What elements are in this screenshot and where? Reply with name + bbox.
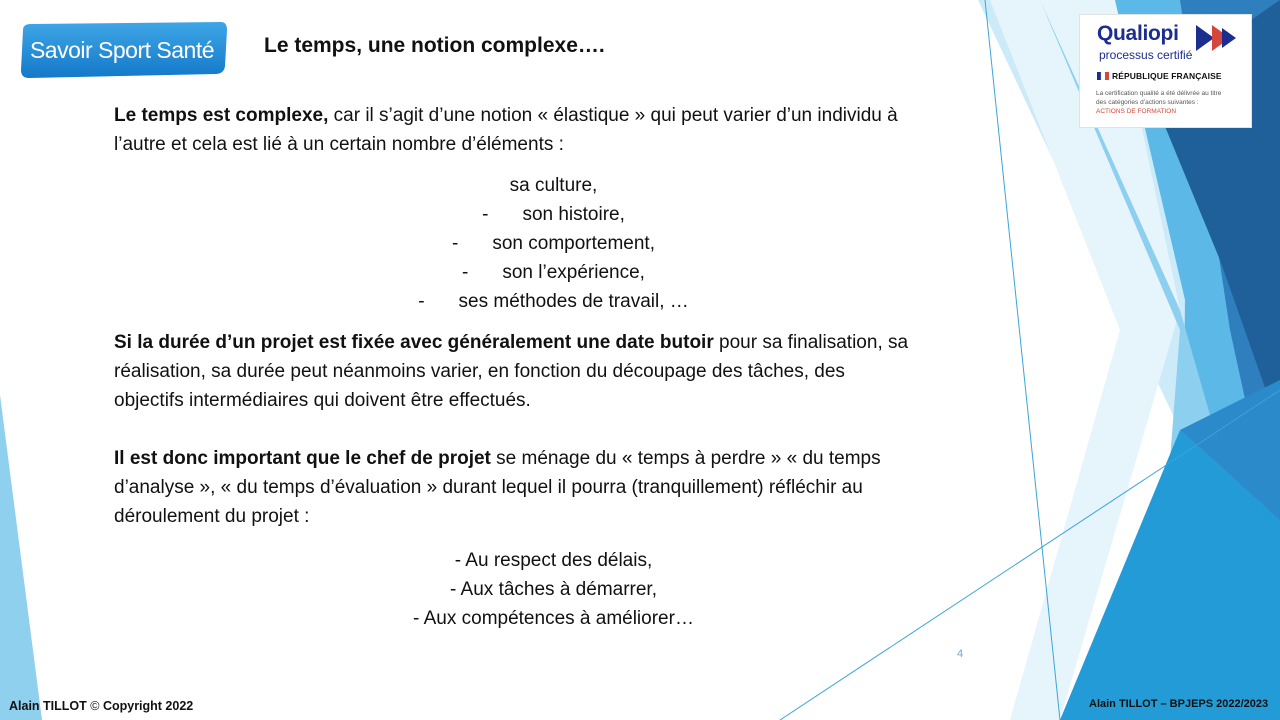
qualiopi-cert-line-3: ACTIONS DE FORMATION — [1096, 108, 1177, 115]
footer-author: Alain — [9, 699, 40, 713]
page-number: 4 — [957, 648, 964, 660]
points-list — [93, 546, 1014, 633]
qualiopi-subtitle: processus certifié — [1099, 48, 1193, 62]
qualiopi-cert-line-1: La certification qualité a été délivrée au titre — [1096, 90, 1222, 97]
left-triangle-decoration — [0, 395, 42, 720]
list-item: - Aux compétences à améliorer… — [413, 608, 694, 629]
footer-copyright — [9, 699, 193, 713]
list-item — [93, 258, 1014, 287]
list-item: sa culture, — [509, 175, 598, 196]
paragraph-3-line-3: déroulement du projet : — [114, 506, 310, 527]
list-item-text: son comportement, — [492, 233, 655, 254]
paragraph-2-line-1-text: pour sa finalisation, sa — [713, 332, 909, 353]
list-item-text: ses méthodes de travail, … — [458, 291, 689, 312]
list-dash: - — [482, 204, 489, 225]
paragraph-3-line-1-text: se ménage du « temps à perdre » « du temps — [490, 448, 881, 469]
slide-title: Le temps, une notion complexe…. — [264, 34, 605, 57]
list-dash: - — [418, 291, 425, 312]
footer-copyright-text: Copyright 2022 — [102, 699, 194, 713]
paragraph-2-line-2: réalisation, sa durée peut néanmoins varier, en fonction du découpage des tâches, des — [114, 361, 845, 382]
paragraph-1-line-1 — [114, 101, 1014, 130]
savoir-sport-sante-logo — [17, 22, 227, 78]
qualiopi-brand: Qualiopi — [1097, 22, 1179, 45]
list-item — [93, 287, 1014, 316]
list-item — [93, 229, 1014, 258]
slide-body — [114, 101, 1014, 633]
qualiopi-cert-line-2: des catégories d’actions suivantes : — [1096, 99, 1199, 106]
french-flag-icon — [1097, 72, 1109, 80]
paragraph-1-line-2: l’autre et cela est lié à un certain nombre d’éléments : — [114, 134, 564, 155]
paragraph-3-bold: Il est donc important que le chef de projet — [114, 448, 491, 469]
list-item: - Au respect des délais, — [454, 550, 653, 571]
footer-course: Alain TILLOT – BPJEPS 2022/2023 — [1089, 698, 1269, 710]
elements-list — [93, 171, 1014, 316]
footer-author-last: TILLOT — [39, 699, 87, 713]
copyright-symbol: © — [86, 699, 103, 713]
paragraph-2-line-1 — [114, 328, 1014, 357]
paragraph-3-line-2: d’analyse », « du temps d’évaluation » durant lequel il pourra (tranquillement) réfléchir au — [114, 477, 863, 498]
qualiopi-arrows-icon — [1196, 25, 1238, 51]
list-dash: - — [462, 262, 469, 283]
paragraph-1-bold: Le temps est complexe, — [114, 105, 329, 126]
list-item: - Aux tâches à démarrer, — [450, 579, 657, 600]
list-dash: - — [452, 233, 459, 254]
republique-francaise-label: RÉPUBLIQUE FRANÇAISE — [1112, 71, 1222, 81]
qualiopi-badge — [1079, 14, 1252, 128]
paragraph-2-line-3: objectifs intermédiaires qui doivent être effectués. — [114, 390, 531, 411]
paragraph-1-line-1-text: car il s’agit d’une notion « élastique » qui peut varier d’un individu à — [328, 105, 898, 126]
logo-text: Savoir Sport Santé — [29, 37, 215, 63]
list-item-text: son histoire, — [522, 204, 625, 225]
paragraph-3-line-1 — [114, 444, 1014, 473]
list-item-text: son l’expérience, — [502, 262, 645, 283]
paragraph-2-bold: Si la durée d’un projet est fixée avec généralement une date butoir — [114, 332, 714, 353]
list-item — [93, 200, 1014, 229]
